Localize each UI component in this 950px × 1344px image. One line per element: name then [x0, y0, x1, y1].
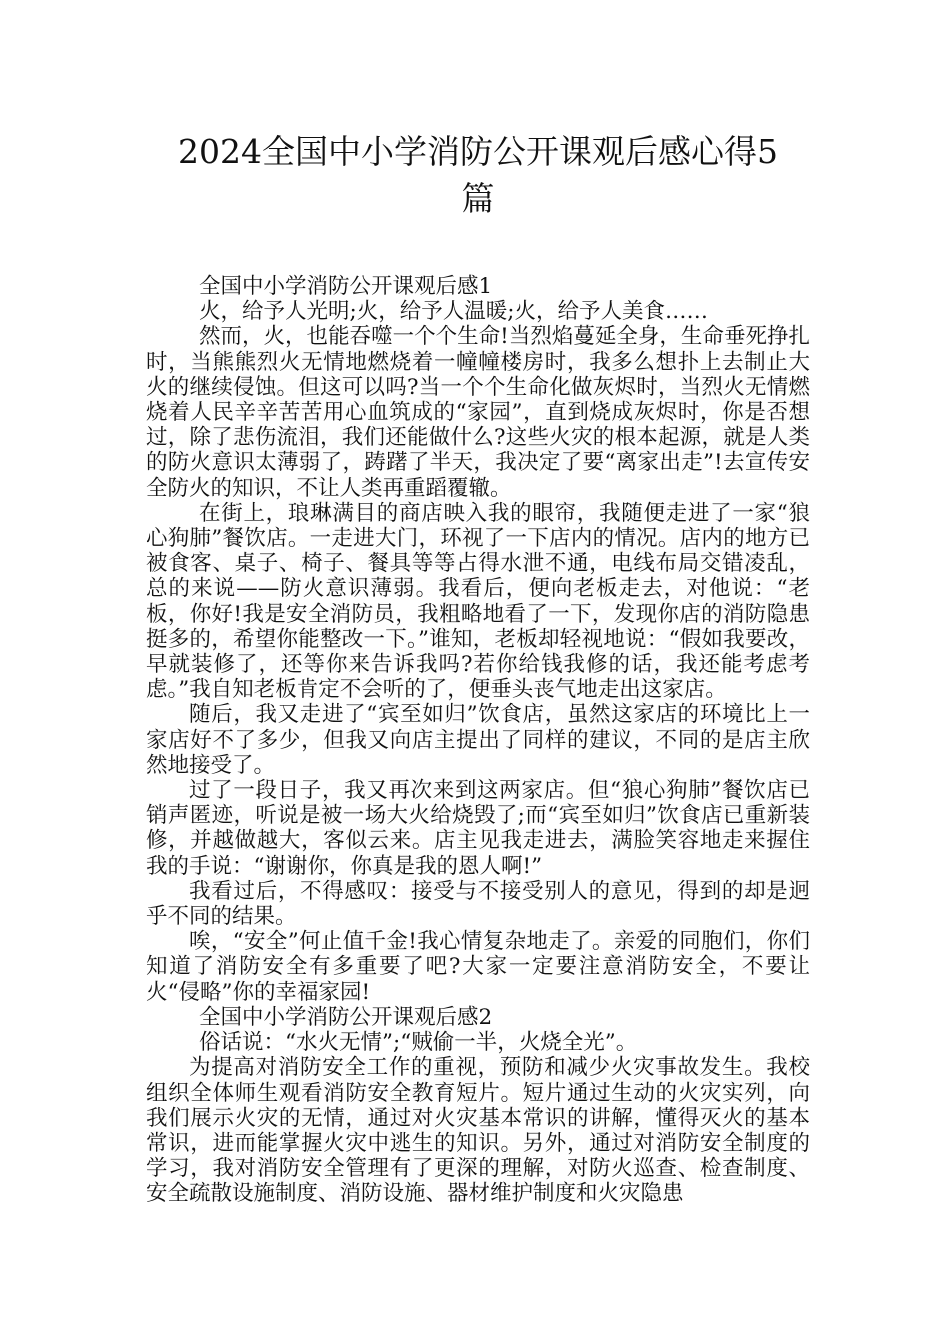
paragraph: 过了一段日子，我又再次来到这两家店。但“狼心狗肺”餐饮店已销声匿迹，听说是被一场大火给烧毁了;而“宾至如归”饮食店已重新装修，并越做越大，客似云来。店主见我走进去，满脸笑容地走来握住我的手说：“谢谢你，你真是我的恩人啊!” [146, 778, 810, 879]
section-heading-2: 全国中小学消防公开课观后感2 [199, 1004, 493, 1030]
title-line-1: 2024全国中小学消防公开课观后感心得5 [178, 132, 778, 171]
paragraph: 火，给予人光明;火，给予人温暖;火，给予人美食…… [199, 299, 708, 325]
paragraph: 俗话说：“水火无情”;“贼偷一半，火烧全光”。 [199, 1030, 638, 1056]
paragraph: 随后，我又走进了“宾至如归”饮食店，虽然这家店的环境比上一家店好不了多少，但我又向店主提出了同样的建议，不同的是店主欣然地接受了。 [146, 702, 810, 778]
document-title [146, 128, 810, 222]
document-body [146, 274, 810, 1207]
document-page [146, 128, 810, 1207]
paragraph: 唉，“安全”何止值千金!我心情复杂地走了。亲爱的同胞们，你们知道了消防安全有多重要了吧?大家一定要注意消防安全，不要让火“侵略”你的幸福家园! [146, 929, 810, 1005]
paragraph: 为提高对消防安全工作的重视，预防和减少火灾事故发生。我校组织全体师生观看消防安全教育短片。短片通过生动的火灾实列，向我们展示火灾的无情，通过对火灾基本常识的讲解，懂得灭火的基本常识，进而能掌握火灾中逃生的知识。另外，通过对消防安全制度的学习，我对消防安全管理有了更深的理解，对防火巡查、检查制度、安全疏散设施制度、消防设施、器材维护制度和火灾隐患 [146, 1055, 810, 1207]
section-heading-1: 全国中小学消防公开课观后感1 [199, 274, 493, 299]
title-line-2: 篇 [461, 179, 495, 218]
paragraph: 在街上，琅琳满目的商店映入我的眼帘，我随便走进了一家“狼心狗肺”餐饮店。一走进大门，环视了一下店内的情况。店内的地方已被食客、桌子、椅子、餐具等等占得水泄不通，电线布局交错凌乱，总的来说——防火意识薄弱。我看后，便向老板走去，对他说：“老板，你好!我是安全消防员，我粗略地看了一下，发现你店的消防隐患挺多的，希望你能整改一下。”谁知，老板却轻视地说：“假如我要改，早就装修了，还等你来告诉我吗?若你给钱我修的话，我还能考虑考虑。”我自知老板肯定不会听的了，便垂头丧气地走出这家店。 [146, 500, 810, 703]
paragraph: 然而，火，也能吞噬一个个生命!当烈焰蔓延全身，生命垂死挣扎时，当熊熊烈火无情地燃烧着一幢幢楼房时，我多么想扑上去制止大火的继续侵蚀。但这可以吗?当一个个生命化做灰烬时，当烈火无情燃烧着人民辛辛苦苦用心血筑成的“家园”，直到烧成灰烬时，你是否想过，除了悲伤流泪，我们还能做什么?这些火灾的根本起源，就是人类的防火意识太薄弱了，踌躇了半天，我决定了要“离家出走”!去宣传安全防火的知识，不让人类再重蹈覆辙。 [146, 324, 810, 501]
paragraph: 我看过后，不得感叹：接受与不接受别人的意见，得到的却是迥乎不同的结果。 [146, 878, 810, 930]
